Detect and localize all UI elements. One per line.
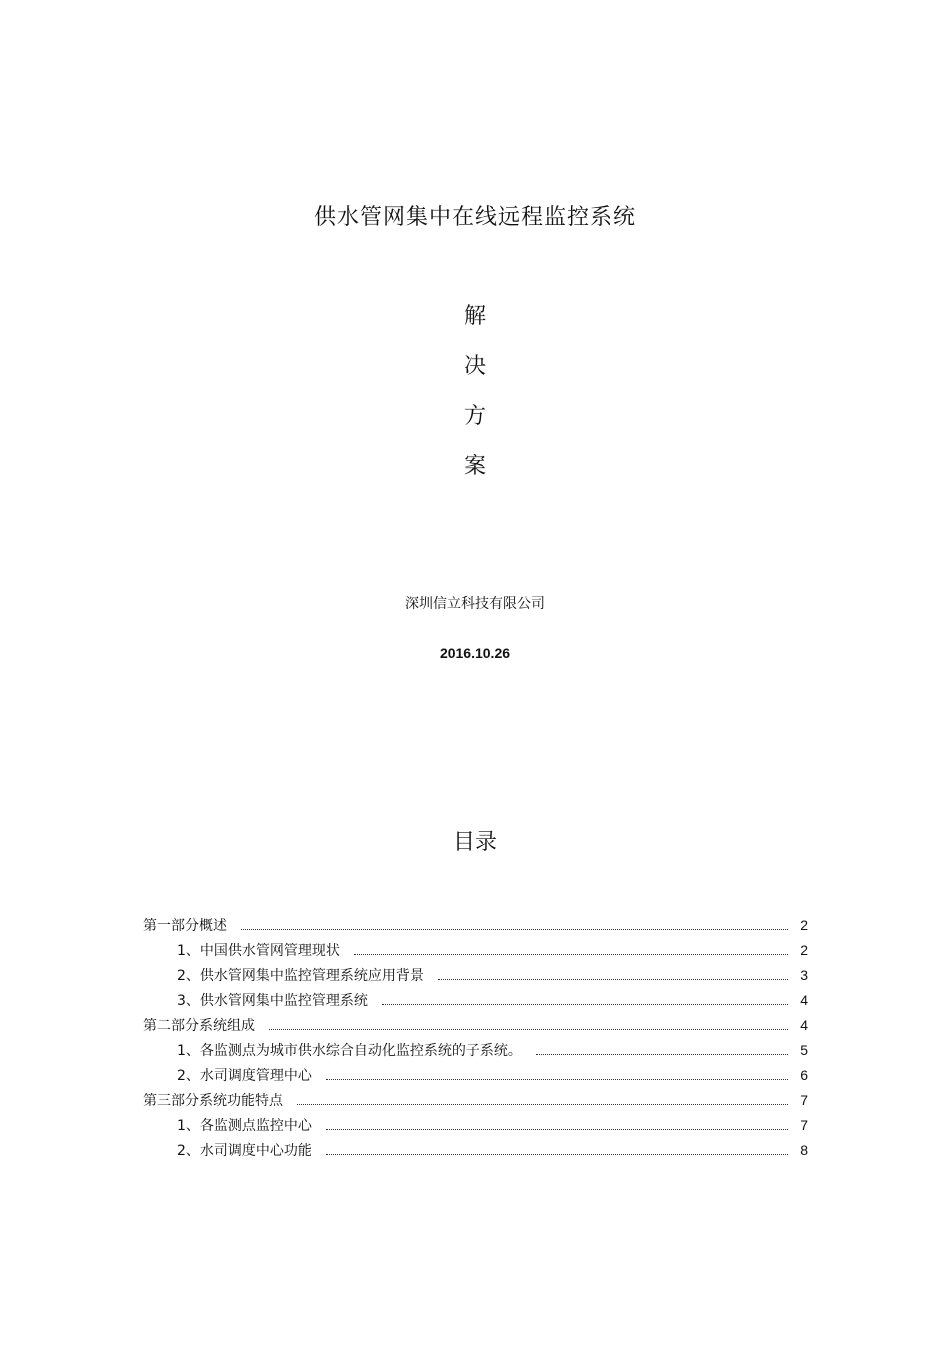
toc-entry[interactable] [143, 1015, 808, 1040]
subtitle-char: 解 [463, 304, 486, 329]
toc-leader-dots [241, 928, 788, 930]
subtitle-char: 决 [463, 354, 486, 379]
subtitle-char: 方 [463, 404, 486, 429]
toc-heading: 目录 [452, 830, 497, 855]
toc-leader-dots [438, 978, 788, 980]
vertical-subtitle [0, 300, 950, 500]
toc-entry-page: 7 [800, 1117, 808, 1133]
toc-entry-label: 第一部分概述 [143, 918, 227, 934]
toc-entry[interactable] [143, 940, 808, 965]
toc-entry[interactable] [143, 990, 808, 1015]
toc-leader-dots [536, 1053, 788, 1055]
toc-entry-page: 2 [800, 942, 808, 958]
toc-entry-page: 3 [800, 967, 808, 983]
table-of-contents [143, 915, 808, 1165]
document-date: 2016.10.26 [439, 645, 511, 661]
toc-entry-label: 2、水司调度中心功能 [177, 1143, 312, 1159]
toc-leader-dots [269, 1028, 788, 1030]
toc-leader-dots [354, 953, 788, 955]
toc-entry-label: 1、中国供水管网管理现状 [177, 943, 340, 959]
toc-entry-page: 4 [800, 1017, 808, 1033]
toc-leader-dots [326, 1078, 788, 1080]
toc-entry[interactable] [143, 915, 808, 940]
toc-leader-dots [297, 1103, 788, 1105]
toc-leader-dots [326, 1128, 788, 1130]
toc-entry-label: 2、供水管网集中监控管理系统应用背景 [177, 968, 424, 984]
toc-entry-page: 2 [800, 917, 808, 933]
toc-leader-dots [326, 1153, 788, 1155]
toc-entry-label: 2、水司调度管理中心 [177, 1068, 312, 1084]
toc-entry[interactable] [143, 1040, 808, 1065]
toc-entry-label: 1、各监测点监控中心 [177, 1118, 312, 1134]
company-name: 深圳信立科技有限公司 [405, 596, 545, 612]
toc-entry-page: 6 [800, 1067, 808, 1083]
toc-entry-label: 1、各监测点为城市供水综合自动化监控系统的子系统。 [177, 1043, 522, 1059]
toc-entry-page: 8 [800, 1142, 808, 1158]
toc-entry[interactable] [143, 1140, 808, 1165]
toc-entry-label: 3、供水管网集中监控管理系统 [177, 993, 368, 1009]
toc-entry[interactable] [143, 1115, 808, 1140]
toc-entry[interactable] [143, 1065, 808, 1090]
toc-entry-label: 第二部分系统组成 [143, 1018, 255, 1034]
toc-entry-page: 7 [800, 1092, 808, 1108]
toc-leader-dots [382, 1003, 788, 1005]
subtitle-char: 案 [463, 454, 486, 479]
toc-entry[interactable] [143, 965, 808, 990]
document-title: 供水管网集中在线远程监控系统 [313, 205, 636, 230]
toc-entry[interactable] [143, 1090, 808, 1115]
toc-entry-page: 5 [800, 1042, 808, 1058]
toc-entry-label: 第三部分系统功能特点 [143, 1093, 283, 1109]
toc-entry-page: 4 [800, 992, 808, 1008]
